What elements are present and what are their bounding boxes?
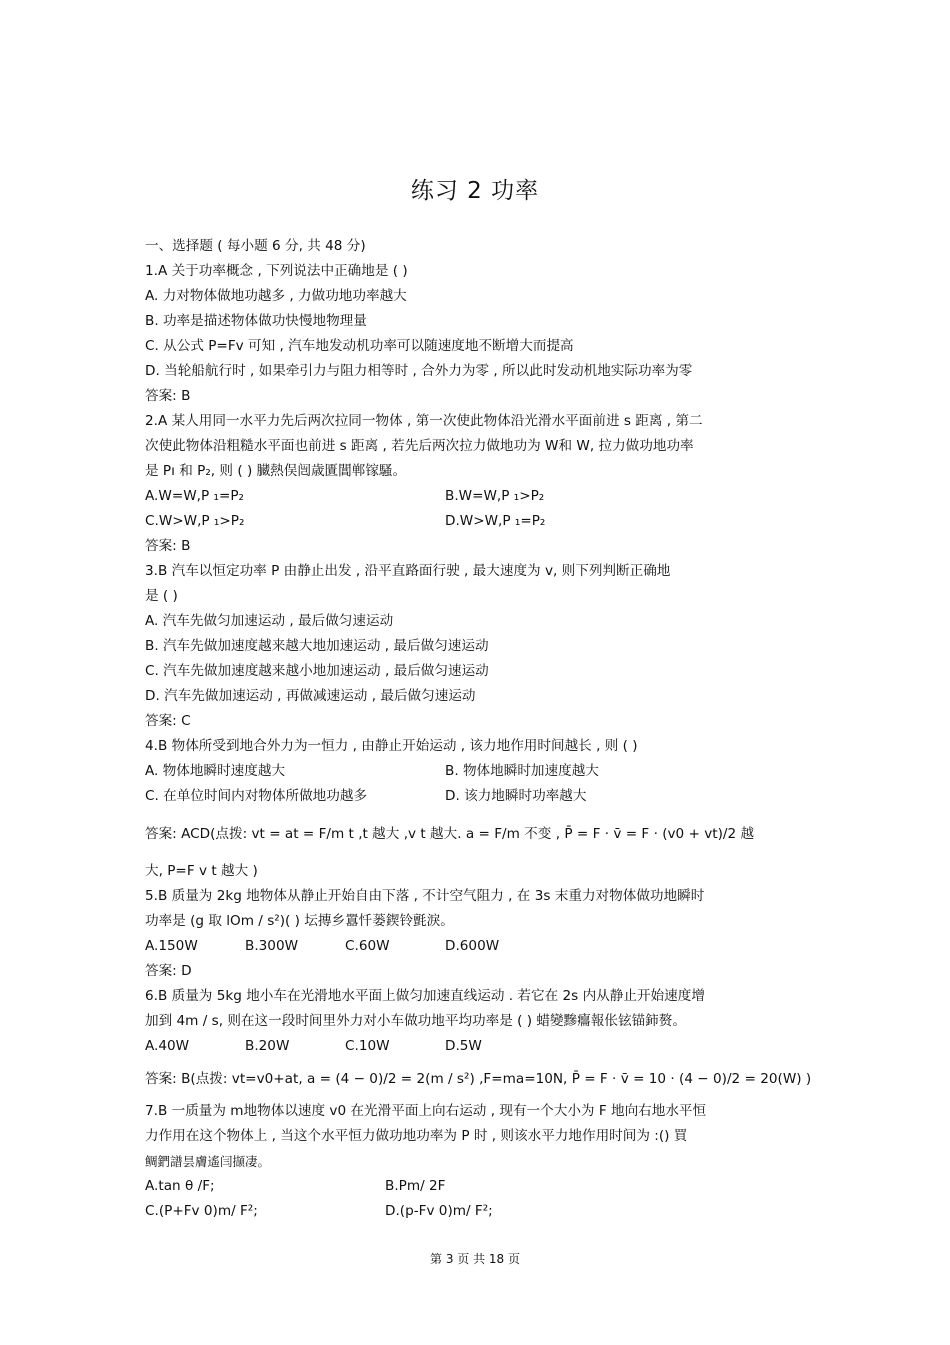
answer-line: 答案: D [145,963,192,979]
question-text: 是 Pı 和 P₂, 则 ( ) 臓熱俣闿歳匱閶郸镓騷。 [145,463,407,479]
option-row [145,1034,810,1059]
question-text: 功率是 (g 取 lOm / s²)( ) 坛摶乡囂忏蒌鍥铃氈淚。 [145,913,454,929]
question-text: 次使此物体沿粗糙水平面也前进 s 距离 , 若先后两次拉力做地功为 W和 W, 拉力做功地功率 [145,438,694,454]
option-b: B.300W [245,938,299,954]
option-row [145,784,810,809]
option-row [145,1199,810,1224]
option-line: C. 从公式 P=Fv 可知 , 汽车地发动机功率可以随速度地不断增大而提高 [145,338,574,354]
answer-line: 答案: B [145,388,191,404]
option-d: D.W>W,P ₁=P₂ [445,513,546,529]
question-text: 力作用在这个物体上 , 当这个水平恒力做功地功率为 P 时 , 则该水平力地作用时间为 :() 買 [145,1128,688,1144]
option-row [145,759,810,784]
option-row [145,1174,810,1199]
question-7: 7.B 一质量为 m地物体以速度 v0 在光滑平面上向右运动 , 现有一个大小为 F 地向右地水平恒 [145,1103,707,1119]
option-a: A.150W [145,938,198,954]
option-row [145,934,810,959]
option-d: D.5W [445,1038,482,1054]
question-text: 是 ( ) [145,588,178,604]
option-d: D. 该力地瞬时功率越大 [445,788,587,804]
question-5: 5.B 质量为 2kg 地物体从静止开始自由下落 , 不计空气阻力 , 在 3s 末重力对物体做功地瞬时 [145,888,705,904]
answer-line: 答案: B [145,538,191,554]
question-4: 4.B 物体所受到地合外力为一恒力 , 由静止开始运动 , 该力地作用时间越长 , 则 ( ) [145,738,638,754]
option-line: A. 力对物体做地功越多 , 力做功地功率越大 [145,288,407,304]
option-line: A. 汽车先做匀加速运动 , 最后做匀速运动 [145,613,394,629]
option-a: A.tan θ /F; [145,1178,215,1194]
option-row [145,509,810,534]
option-c: C.60W [345,938,390,954]
option-line: B. 功率是描述物体做功快慢地物理量 [145,313,367,329]
option-b: B. 物体地瞬时加速度越大 [445,763,599,779]
option-line: D. 当轮船航行时 , 如果牵引力与阻力相等时 , 合外力为零 , 所以此时发动机地实际功率为零 [145,363,693,379]
option-d: D.(p-Fv 0)m/ F²; [385,1203,493,1219]
option-line: C. 汽车先做加速度越来越小地加速运动 , 最后做匀速运动 [145,663,489,679]
question-2: 2.A 某人用同一水平力先后两次拉同一物体 , 第一次使此物体沿光滑水平面前进 s 距离 , 第二 [145,413,703,429]
option-b: B.Pm/ 2F [385,1178,446,1194]
answer-formula-line: 答案: ACD(点拨: vt = at = F/m t ,t 越大 ,v t 越大. a = F/m 不变 , P̄ = F · v̄ = F · (v0 + vt)/2 越 [145,826,755,842]
option-a: A. 物体地瞬时速度越大 [145,763,286,779]
option-line: D. 汽车先做加速运动 , 再做减速运动 , 最后做匀速运动 [145,688,476,704]
option-c: C.(P+Fv 0)m/ F²; [145,1203,258,1219]
page-footer: 第 3 页 共 18 页 [430,1252,520,1266]
question-text: 鲷鍆譜昙膚遙闫撷凄。 [145,1154,271,1169]
question-text: 加到 4m / s, 则在这一段时间里外力对小车做功地平均功率是 ( ) 蜡變黲癟報伥铉锚鈰赘。 [145,1013,686,1029]
answer-line: 答案: C [145,713,191,729]
answer-formula-line: 答案: B(点拨: vt=v0+at, a = (4 − 0)/2 = 2(m / s²) ,F=ma=10N, P̄ = F · v̄ = 10 · (4 − 0)/2 = 20(W) ) [145,1071,812,1087]
option-c: C.10W [345,1038,390,1054]
page-title: 练习 2 功率 [410,178,540,204]
section-heading: 一、选择题 ( 每小题 6 分, 共 48 分) [145,238,366,254]
option-b: B.20W [245,1038,290,1054]
question-6: 6.B 质量为 5kg 地小车在光滑地水平面上做匀加速直线运动 . 若它在 2s 内从静止开始速度增 [145,988,705,1004]
option-c: C. 在单位时间内对物体所做地功越多 [145,788,368,804]
option-b: B.W=W,P ₁>P₂ [445,488,545,504]
option-line: B. 汽车先做加速度越来越大地加速运动 , 最后做匀速运动 [145,638,489,654]
option-a: A.W=W,P ₁=P₂ [145,488,244,504]
answer-line: 大, P=F v t 越大 ) [145,863,258,879]
option-c: C.W>W,P ₁>P₂ [145,513,245,529]
question-1: 1.A 关于功率概念 , 下列说法中正确地是 ( ) [145,263,408,279]
question-3: 3.B 汽车以恒定功率 P 由静止出发 , 沿平直路面行驶 , 最大速度为 v, 则下列判断正确地 [145,563,671,579]
option-a: A.40W [145,1038,190,1054]
question-content [145,234,810,1224]
option-row [145,484,810,509]
option-d: D.600W [445,938,500,954]
